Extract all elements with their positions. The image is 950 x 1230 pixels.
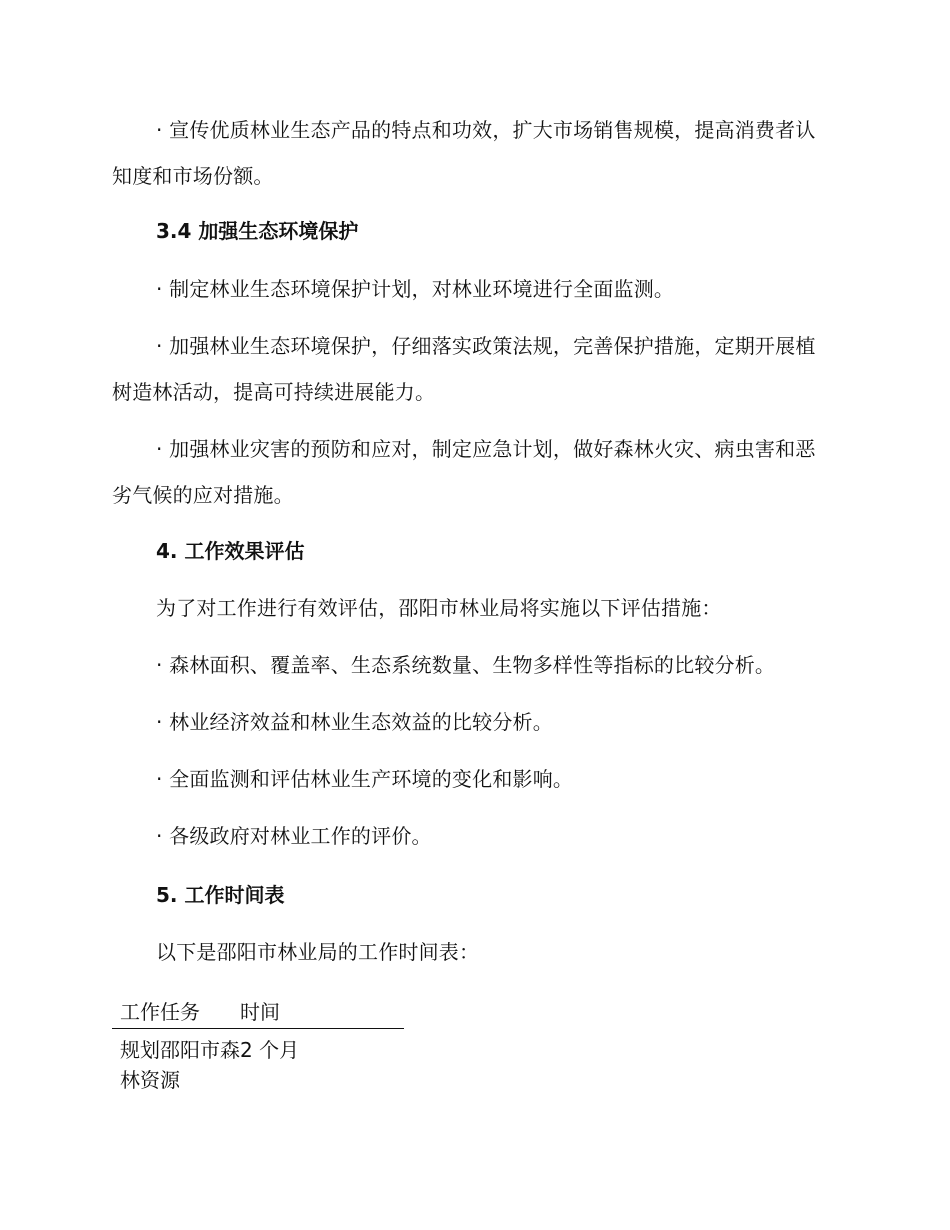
evaluation-intro: 为了对工作进行有效评估，邵阳市林业局将实施以下评估措施：	[156, 596, 722, 620]
table-header-task: 工作任务	[120, 1000, 200, 1024]
bullet-government-evaluation: · 各级政府对林业工作的评价。	[156, 824, 432, 848]
bullet-protection-plan: · 制定林业生态环境保护计划，对林业环境进行全面监测。	[156, 277, 675, 301]
table-row	[112, 1029, 404, 1095]
table-cell-task: 规划邵阳市森林资源	[120, 1038, 240, 1092]
section-heading-5: 5. 工作时间表	[156, 883, 285, 907]
table-header-time: 时间	[240, 1000, 280, 1024]
section-heading-4: 4. 工作效果评估	[156, 539, 305, 563]
section-heading-3-4: 3.4 加强生态环境保护	[156, 219, 359, 243]
bullet-benefit-comparison: · 林业经济效益和林业生态效益的比较分析。	[156, 710, 553, 734]
bullet-disaster-prevention: · 加强林业灾害的预防和应对，制定应急计划，做好森林火灾、病虫害和恶劣气候的应对措施。	[112, 437, 816, 507]
bullet-strengthen-protection: · 加强林业生态环境保护，仔细落实政策法规，完善保护措施，定期开展植树造林活动，提高可持续进展能力。	[112, 334, 816, 404]
bullet-forest-indicators: · 森林面积、覆盖率、生态系统数量、生物多样性等指标的比较分析。	[156, 653, 776, 677]
table-header	[112, 996, 404, 1029]
schedule-intro: 以下是邵阳市林业局的工作时间表：	[156, 940, 480, 964]
schedule-table	[112, 996, 404, 1095]
table-cell-time: 2 个月	[240, 1038, 300, 1062]
bullet-promote-products: · 宣传优质林业生态产品的特点和功效，扩大市场销售规模，提高消费者认知度和市场份额。	[112, 118, 816, 188]
bullet-environment-monitoring: · 全面监测和评估林业生产环境的变化和影响。	[156, 767, 574, 791]
